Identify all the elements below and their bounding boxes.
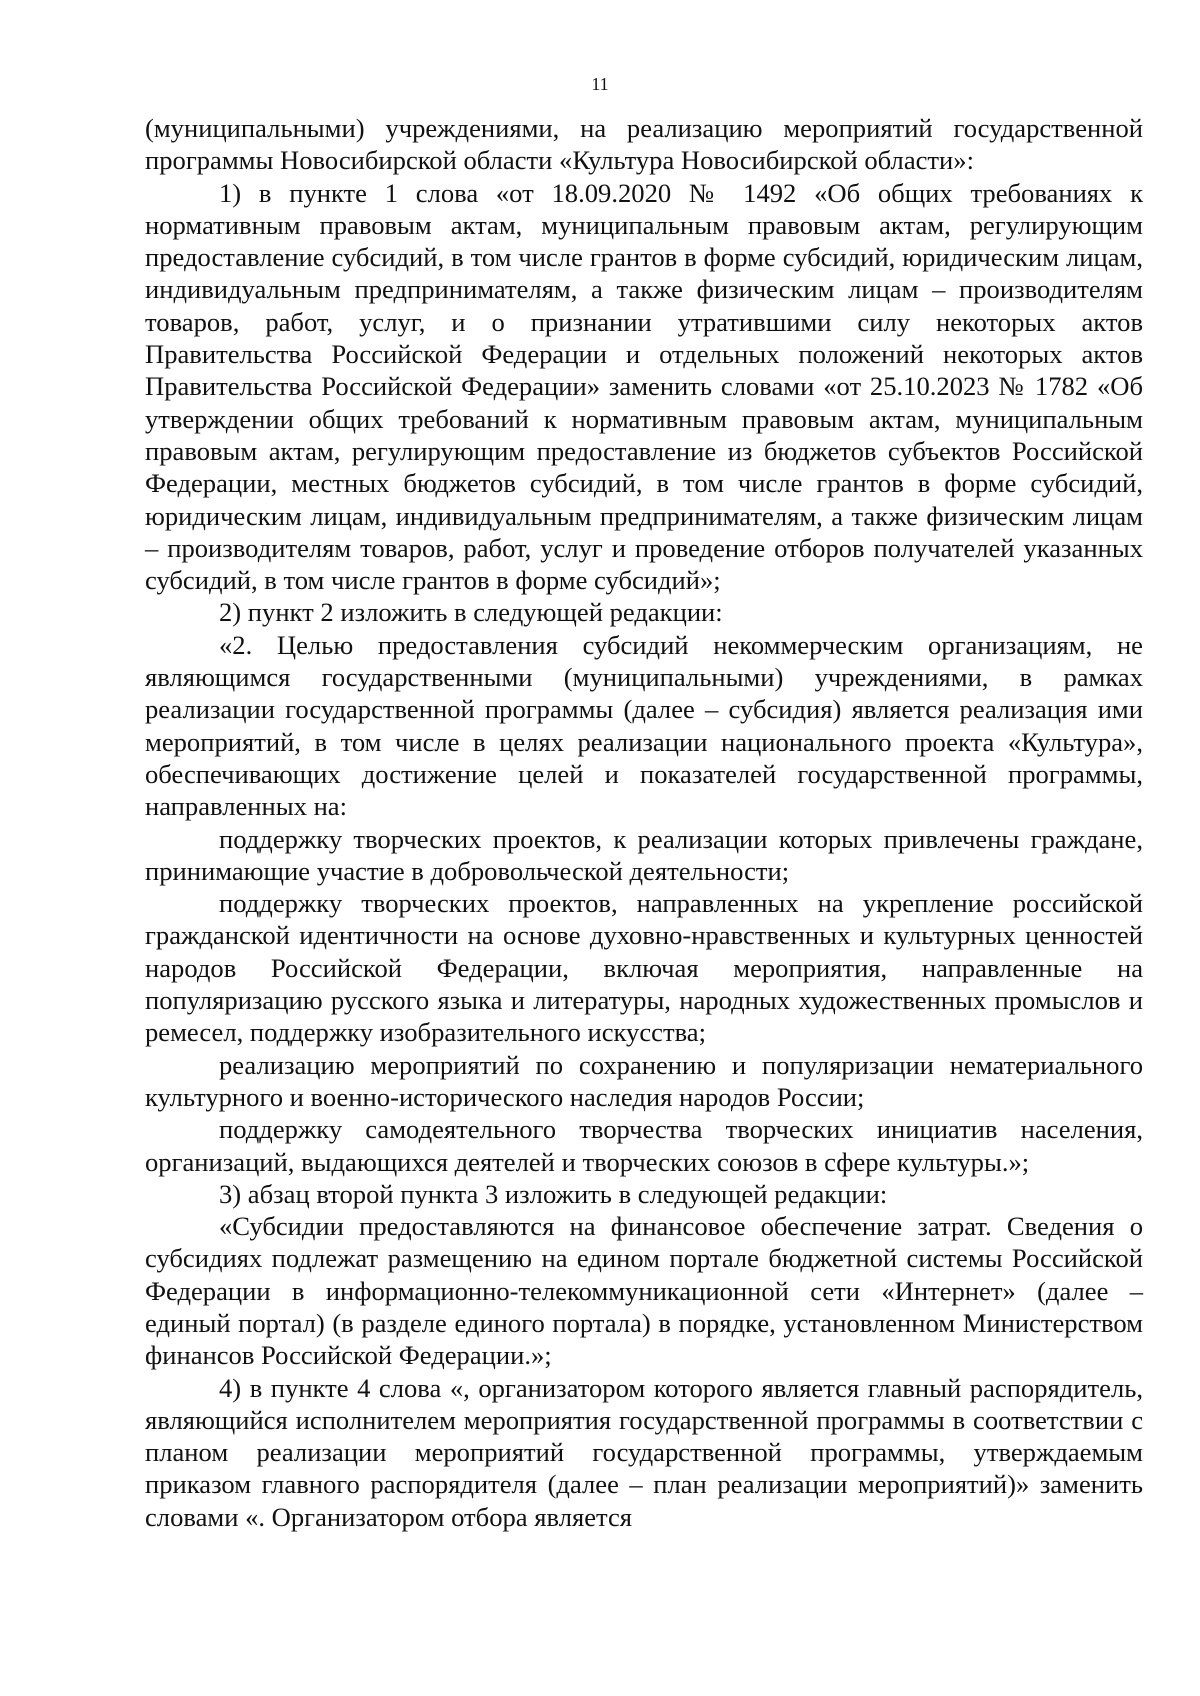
paragraph-quote-subsidies: «Субсидии предоставляются на финансовое обеспечение затрат. Сведения о субсидиях подлежат размещению на едином портале бюджетной системы Российской Федерации в информационно-телекоммуникационной сети «Интернет» (далее – единый портал) (в разделе единого портала) в порядке, установленном Министерством финансов Российской Федерации.»; — [145, 1211, 1143, 1371]
paragraph-support-identity: поддержку творческих проектов, направленных на укрепление российской гражданской идентичности на основе духовно-нравственных и культурных ценностей народов Российской Федерации, включая мероприятия, направленные на популяризацию русского языка и литературы, народных художественных промыслов и ремесел, поддержку изобразительного искусства; — [145, 888, 1143, 1048]
paragraph-item-2: 2) пункт 2 изложить в следующей редакции: — [219, 597, 723, 628]
paragraph-quote-goal: «2. Целью предоставления субсидий некоммерческим организациям, не являющимся государственными (муниципальными) учреждениями, в рамках реализации государственной программы (далее – субсидия) является реализация ими мероприятий, в том числе в целях реализации национального проекта «Культура», обеспечивающих достижение целей и показателей государственной программы, направленных на: — [145, 629, 1143, 822]
document-body — [145, 112, 1143, 1533]
paragraph-continuation: (муниципальными) учреждениями, на реализацию мероприятий государственной программы Новосибирской области «Культура Новосибирской области»: — [145, 113, 1143, 176]
paragraph-heritage: реализацию мероприятий по сохранению и популяризации нематериального культурного и военно-исторического наследия народов России; — [145, 1049, 1143, 1112]
page-number: 11 — [591, 74, 609, 94]
paragraph-support-volunteer: поддержку творческих проектов, к реализации которых привлечены граждане, принимающие участие в добровольческой деятельности; — [145, 823, 1143, 886]
paragraph-item-4: 4) в пункте 4 слова «, организатором которого является главный распорядитель, являющийся исполнителем мероприятия государственной программы в соответствии с планом реализации мероприятий государственной программы, утверждаемым приказом главного распорядителя (далее – план реализации мероприятий)» заменить словами «. Организатором отбора является — [145, 1372, 1143, 1532]
paragraph-item-3: 3) абзац второй пункта 3 изложить в следующей редакции: — [219, 1178, 888, 1209]
paragraph-item-1: 1) в пункте 1 слова «от 18.09.2020 № 1492 «Об общих требованиях к нормативным правовым актам, муниципальным правовым актам, регулирующим предоставление субсидий, в том числе грантов в форме субсидий, юридическим лицам, индивидуальным предпринимателям, а также физическим лицам – производителям товаров, работ, услуг, и о признании утратившими силу некоторых актов Правительства Российской Федерации и отдельных положений некоторых актов Правительства Российской Федерации» заменить словами «от 25.10.2023 № 1782 «Об утверждении общих требований к нормативным правовым актам, муниципальным правовым актам, регулирующим предоставление из бюджетов субъектов Российской Федерации, местных бюджетов субсидий, в том числе грантов в форме субсидий, юридическим лицам, индивидуальным предпринимателям, а также физическим лицам – производителям товаров, работ, услуг и проведение отборов получателей указанных субсидий, в том числе грантов в форме субсидий»; — [145, 177, 1143, 596]
paragraph-amateur-creativity: поддержку самодеятельного творчества творческих инициатив населения, организаций, выдающихся деятелей и творческих союзов в сфере культуры.»; — [145, 1114, 1143, 1177]
